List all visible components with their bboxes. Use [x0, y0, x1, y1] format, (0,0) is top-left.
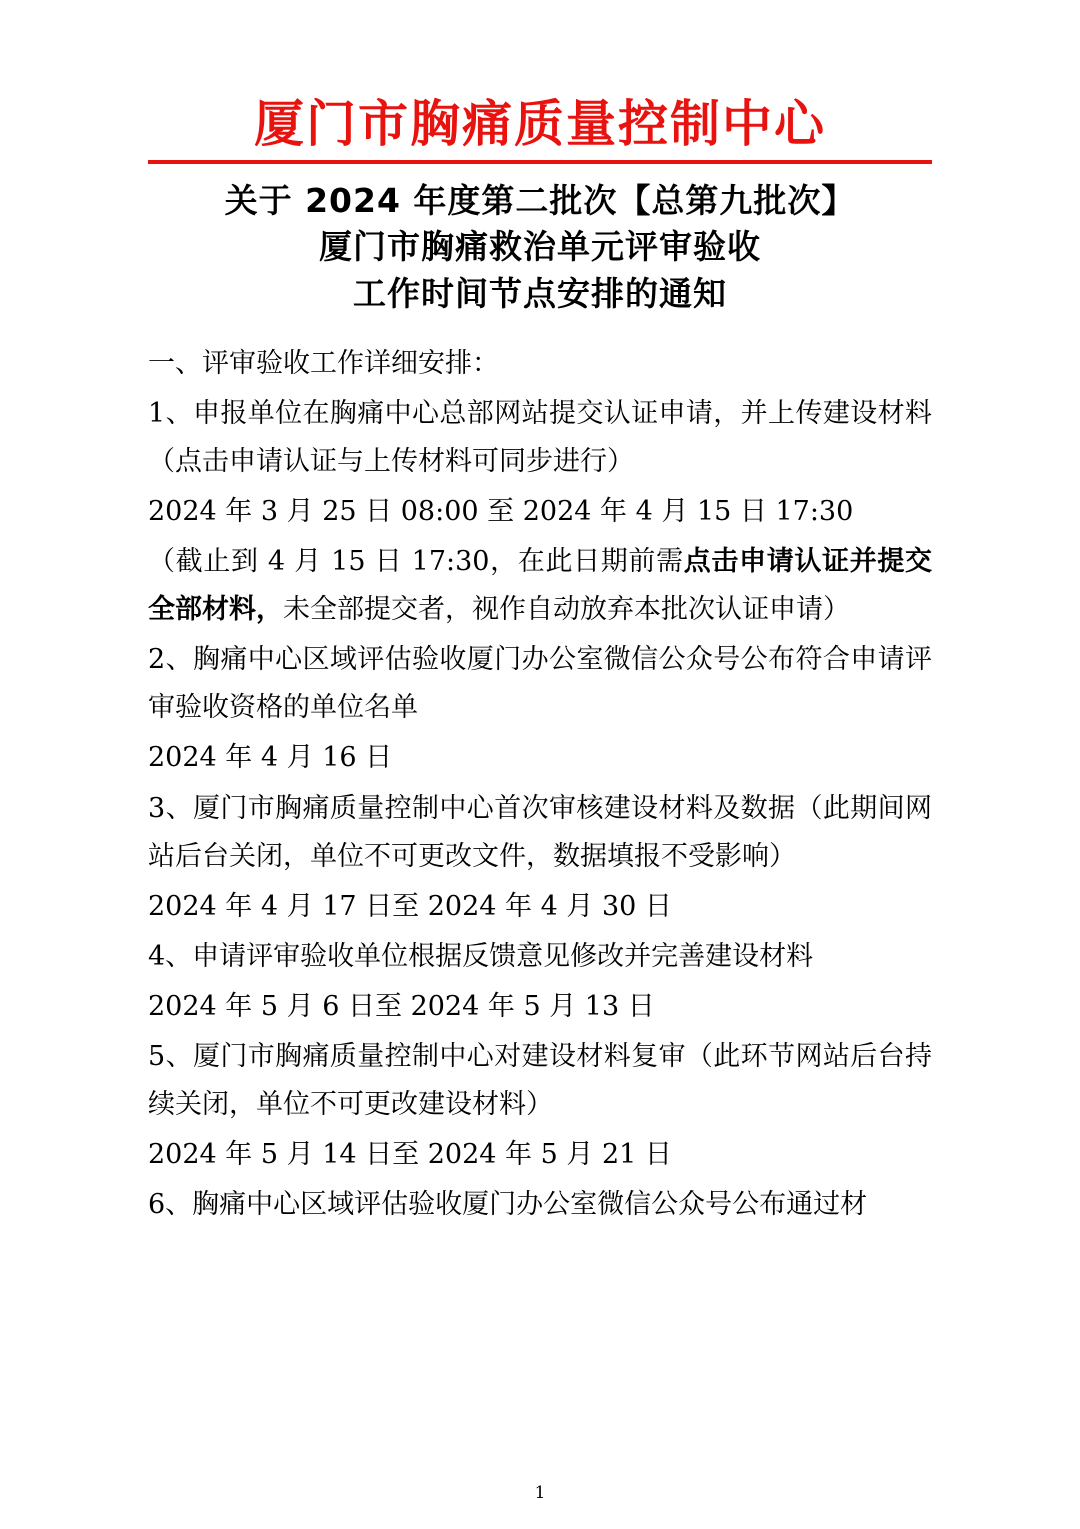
body-paragraph: 2024 年 4 月 16 日 [148, 742, 393, 774]
body-paragraph: 2024 年 5 月 14 日至 2024 年 5 月 21 日 [148, 1138, 672, 1170]
page-number: 1 [534, 1483, 546, 1503]
section-heading: 一、评审验收工作详细安排： [148, 348, 499, 380]
body-paragraph: 2024 年 5 月 6 日至 2024 年 5 月 13 日 [148, 990, 655, 1022]
paragraph-part-bold: 点击申请认证并提交全部材料， [148, 546, 933, 626]
document-body [148, 340, 932, 1229]
title-line-1: 关于 2024 年度第二批次【总第九批次】 [224, 180, 856, 220]
body-paragraph: 3、厦门市胸痛质量控制中心首次审核建设材料及数据（此期间网站后台关闭，单位不可更改文件，数据填报不受影响） [148, 792, 932, 872]
organization-title: 厦门市胸痛质量控制中心 [254, 95, 826, 153]
body-paragraph: 6、胸痛中心区域评估验收厦门办公室微信公众号公布通过材 [148, 1188, 868, 1220]
body-paragraph-rich [148, 538, 932, 634]
body-paragraph: 1、申报单位在胸痛中心总部网站提交认证申请，并上传建设材料（点击申请认证与上传材料可同步进行） [148, 398, 932, 478]
paragraph-part: （截止到 4 月 15 日 17:30，在此日期前需 [148, 546, 684, 578]
body-paragraph: 4、申请评审验收单位根据反馈意见修改并完善建设材料 [148, 940, 814, 972]
paragraph-part: 未全部提交者，视作自动放弃本批次认证申请） [283, 594, 850, 626]
red-divider [148, 160, 932, 164]
title-line-3: 工作时间节点安排的通知 [353, 274, 727, 314]
body-paragraph: 2、胸痛中心区域评估验收厦门办公室微信公众号公布符合申请评审验收资格的单位名单 [148, 644, 932, 724]
body-paragraph: 2024 年 4 月 17 日至 2024 年 4 月 30 日 [148, 890, 672, 922]
body-paragraph: 2024 年 3 月 25 日 08:00 至 2024 年 4 月 15 日 17:30 [148, 496, 854, 528]
document-title [148, 178, 932, 319]
body-paragraph: 5、厦门市胸痛质量控制中心对建设材料复审（此环节网站后台持续关闭，单位不可更改建设材料） [148, 1040, 932, 1120]
title-line-2: 厦门市胸痛救治单元评审验收 [319, 227, 761, 267]
